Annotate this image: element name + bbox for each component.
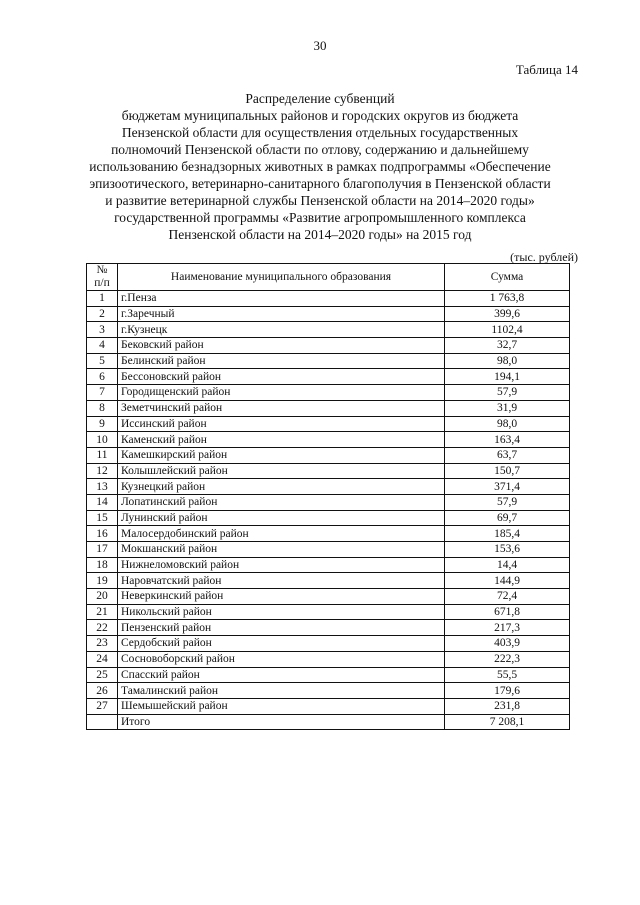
- row-name: Иссинский район: [118, 416, 445, 432]
- row-name: Никольский район: [118, 604, 445, 620]
- row-sum: 57,9: [445, 385, 570, 401]
- row-number: 17: [87, 542, 118, 558]
- row-number: 3: [87, 322, 118, 338]
- table-row: [87, 542, 570, 558]
- row-sum: 69,7: [445, 510, 570, 526]
- row-sum: 55,5: [445, 667, 570, 683]
- row-name: Лунинский район: [118, 510, 445, 526]
- row-number: 8: [87, 400, 118, 416]
- row-number: 14: [87, 494, 118, 510]
- table-row: [87, 494, 570, 510]
- row-name: Сосновоборский район: [118, 651, 445, 667]
- title-line: бюджетам муниципальных районов и городских округов из бюджета: [121, 108, 519, 123]
- row-name: Наровчатский район: [118, 573, 445, 589]
- row-name: Сердобский район: [118, 636, 445, 652]
- total-num: [87, 714, 118, 730]
- table-row: [87, 604, 570, 620]
- table-row: [87, 463, 570, 479]
- row-name: Каменский район: [118, 432, 445, 448]
- row-sum: 1102,4: [445, 322, 570, 338]
- row-number: 21: [87, 604, 118, 620]
- row-name: Бековский район: [118, 338, 445, 354]
- row-number: 18: [87, 557, 118, 573]
- header-number-line2: п/п: [94, 277, 110, 289]
- row-sum: 150,7: [445, 463, 570, 479]
- row-sum: 231,8: [445, 698, 570, 714]
- row-name: Нижнеломовский район: [118, 557, 445, 573]
- table-row: [87, 479, 570, 495]
- title-line: Распределение субвенций: [245, 91, 395, 106]
- table-row: [87, 322, 570, 338]
- row-sum: 1 763,8: [445, 291, 570, 307]
- row-number: 27: [87, 698, 118, 714]
- row-number: 7: [87, 385, 118, 401]
- title-line: эпизоотического, ветеринарно-санитарного благополучия в Пензенской области: [89, 176, 551, 191]
- row-sum: 194,1: [445, 369, 570, 385]
- row-number: 9: [87, 416, 118, 432]
- table-row: [87, 698, 570, 714]
- row-number: 4: [87, 338, 118, 354]
- table-row: [87, 683, 570, 699]
- row-number: 22: [87, 620, 118, 636]
- row-number: 2: [87, 306, 118, 322]
- title-line: полномочий Пензенской области по отлову, содержанию и дальнейшему: [111, 142, 529, 157]
- row-sum: 57,9: [445, 494, 570, 510]
- row-name: Спасский район: [118, 667, 445, 683]
- header-number-line1: №: [96, 264, 108, 276]
- table-row: [87, 557, 570, 573]
- row-name: г.Кузнецк: [118, 322, 445, 338]
- row-name: Пензенский район: [118, 620, 445, 636]
- row-name: Лопатинский район: [118, 494, 445, 510]
- row-sum: 179,6: [445, 683, 570, 699]
- row-number: 26: [87, 683, 118, 699]
- total-name: Итого: [118, 714, 445, 730]
- title-line: государственной программы «Развитие агропромышленного комплекса: [114, 210, 526, 225]
- row-sum: 163,4: [445, 432, 570, 448]
- table-row: [87, 636, 570, 652]
- subsidy-table: [86, 263, 570, 730]
- title-line: использованию безнадзорных животных в рамках подпрограммы «Обеспечение: [89, 159, 551, 174]
- row-sum: 217,3: [445, 620, 570, 636]
- row-sum: 98,0: [445, 416, 570, 432]
- row-number: 1: [87, 291, 118, 307]
- header-name: Наименование муниципального образования: [118, 264, 445, 291]
- row-name: Земетчинский район: [118, 400, 445, 416]
- row-name: г.Заречный: [118, 306, 445, 322]
- row-number: 11: [87, 447, 118, 463]
- row-sum: 98,0: [445, 353, 570, 369]
- row-sum: 32,7: [445, 338, 570, 354]
- row-sum: 63,7: [445, 447, 570, 463]
- row-name: Камешкирский район: [118, 447, 445, 463]
- row-number: 6: [87, 369, 118, 385]
- row-number: 25: [87, 667, 118, 683]
- row-name: Колышлейский район: [118, 463, 445, 479]
- header-number: [87, 264, 118, 291]
- table-row: [87, 385, 570, 401]
- header-sum: Сумма: [445, 264, 570, 291]
- row-name: Белинский район: [118, 353, 445, 369]
- table-row: [87, 620, 570, 636]
- row-sum: 153,6: [445, 542, 570, 558]
- row-sum: 399,6: [445, 306, 570, 322]
- row-name: Шемышейский район: [118, 698, 445, 714]
- row-number: 15: [87, 510, 118, 526]
- table-row: [87, 667, 570, 683]
- row-number: 20: [87, 589, 118, 605]
- table-row: [87, 416, 570, 432]
- table-row: [87, 400, 570, 416]
- table-row: [87, 589, 570, 605]
- row-sum: 14,4: [445, 557, 570, 573]
- table-label: Таблица 14: [515, 62, 578, 77]
- table-row: [87, 291, 570, 307]
- table-body: [87, 291, 570, 730]
- title-line: Пензенской области на 2014–2020 годы» на 2015 год: [168, 227, 472, 242]
- row-sum: 222,3: [445, 651, 570, 667]
- table-row: [87, 526, 570, 542]
- row-number: 19: [87, 573, 118, 589]
- title-line: Пензенской области для осуществления отдельных государственных: [121, 125, 519, 140]
- row-number: 24: [87, 651, 118, 667]
- table-row: [87, 573, 570, 589]
- table-row: [87, 510, 570, 526]
- row-name: Кузнецкий район: [118, 479, 445, 495]
- row-name: г.Пенза: [118, 291, 445, 307]
- table-row: [87, 651, 570, 667]
- row-sum: 671,8: [445, 604, 570, 620]
- row-name: Тамалинский район: [118, 683, 445, 699]
- units-label: (тыс. рублей): [510, 250, 578, 264]
- row-sum: 31,9: [445, 400, 570, 416]
- row-sum: 185,4: [445, 526, 570, 542]
- row-sum: 371,4: [445, 479, 570, 495]
- total-sum: 7 208,1: [445, 714, 570, 730]
- row-sum: 144,9: [445, 573, 570, 589]
- row-number: 13: [87, 479, 118, 495]
- row-name: Городищенский район: [118, 385, 445, 401]
- document-title: [40, 90, 600, 243]
- row-number: 10: [87, 432, 118, 448]
- table-row: [87, 369, 570, 385]
- row-number: 16: [87, 526, 118, 542]
- table-row: [87, 338, 570, 354]
- row-number: 23: [87, 636, 118, 652]
- row-number: 12: [87, 463, 118, 479]
- row-number: 5: [87, 353, 118, 369]
- table-row: [87, 447, 570, 463]
- row-sum: 72,4: [445, 589, 570, 605]
- row-name: Неверкинский район: [118, 589, 445, 605]
- page-number: 30: [313, 38, 327, 53]
- table-row: [87, 353, 570, 369]
- table-row: [87, 306, 570, 322]
- table-header-row: [87, 264, 570, 291]
- row-name: Бессоновский район: [118, 369, 445, 385]
- table-total-row: [87, 714, 570, 730]
- row-sum: 403,9: [445, 636, 570, 652]
- row-name: Малосердобинский район: [118, 526, 445, 542]
- row-name: Мокшанский район: [118, 542, 445, 558]
- title-line: и развитие ветеринарной службы Пензенской области на 2014–2020 годы»: [105, 193, 535, 208]
- table-row: [87, 432, 570, 448]
